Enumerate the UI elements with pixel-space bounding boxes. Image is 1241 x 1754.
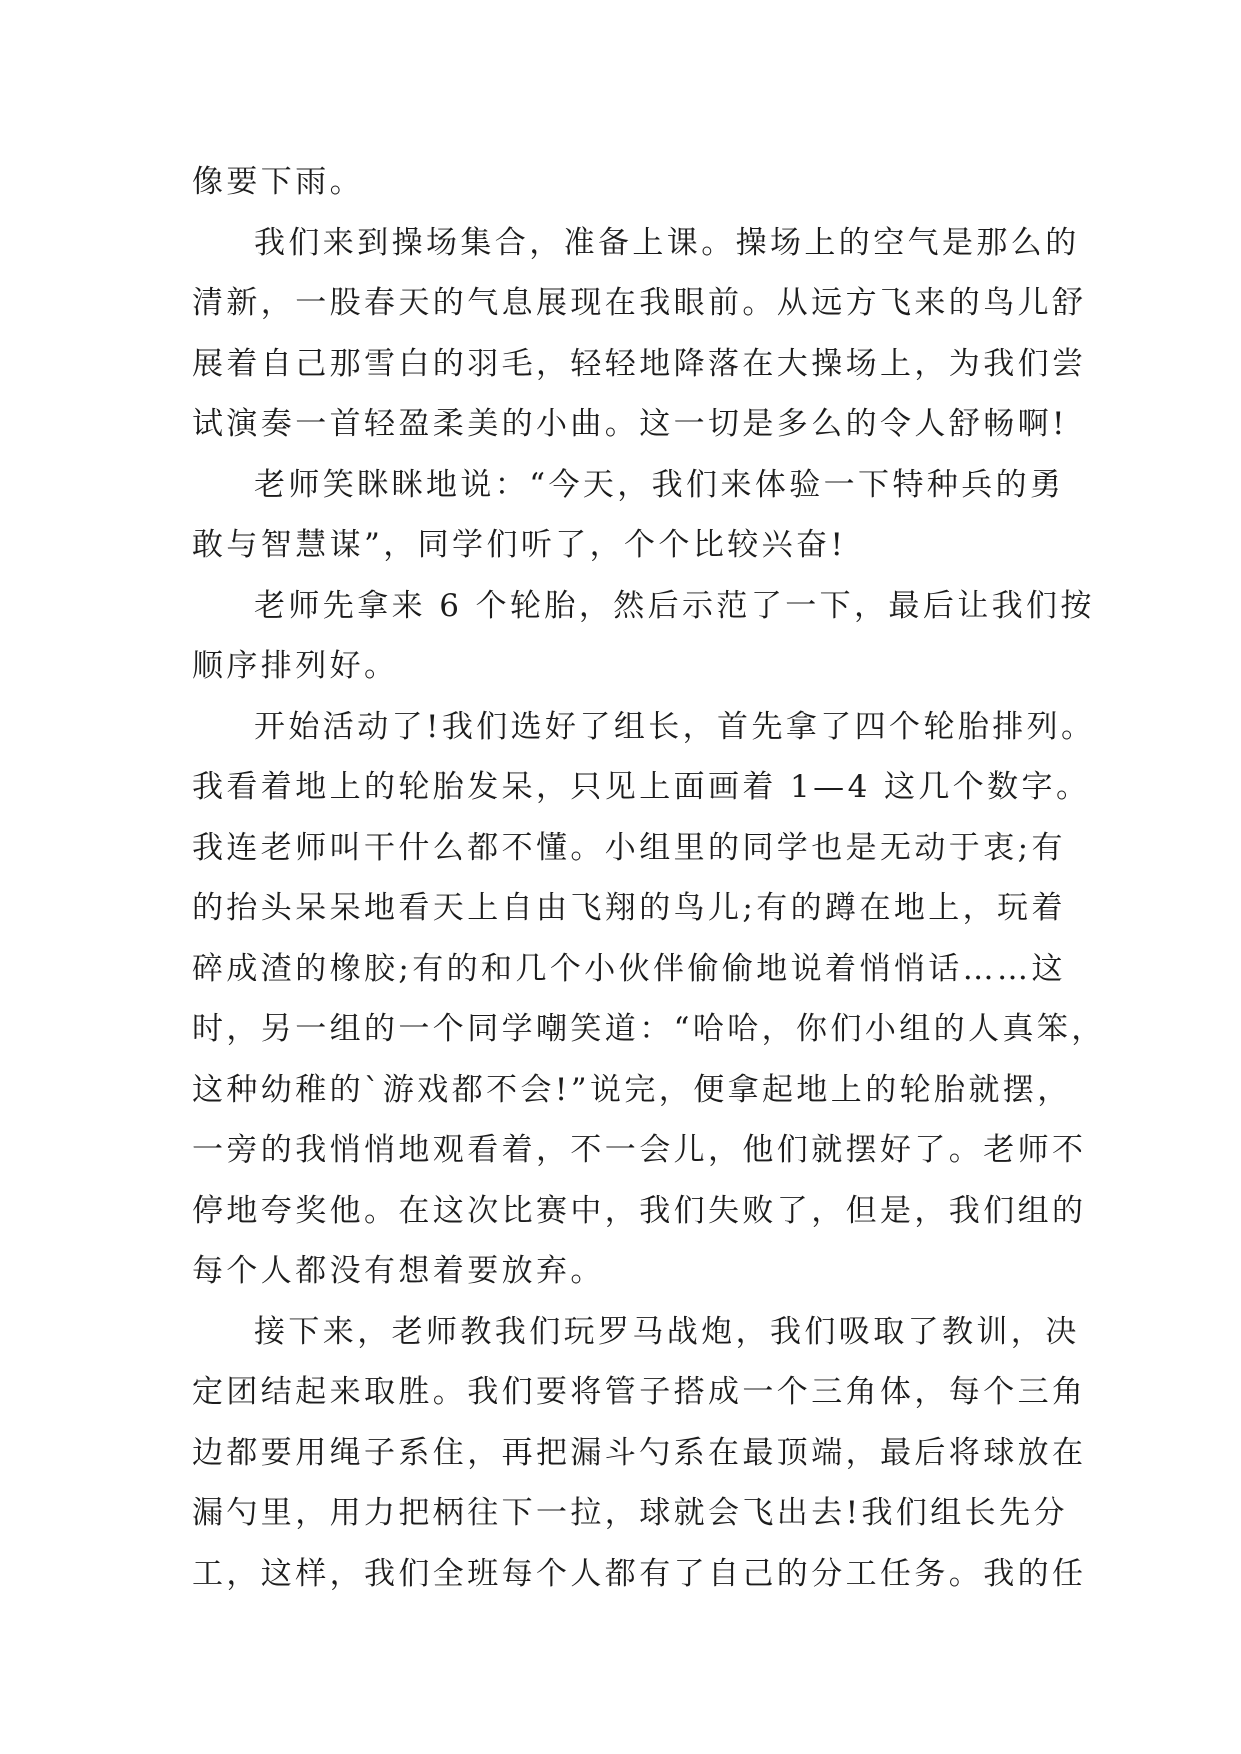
- text-line: 这种幼稚的`游戏都不会!”说完，便拿起地上的轮胎就摆，: [192, 1071, 1072, 1108]
- text-line: 定团结起来取胜。我们要将管子搭成一个三角体，每个三角: [192, 1374, 1087, 1410]
- text-line: 停地夸奖他。在这次比赛中，我们失败了，但是，我们组的: [192, 1192, 1087, 1229]
- article-body: [192, 152, 1106, 1604]
- text-line: 碎成渣的橡胶;有的和几个小伙伴偷偷地说着悄悄话……这: [192, 950, 1066, 987]
- text-line: 试演奏一首轻盈柔美的小曲。这一切是多么的令人舒畅啊!: [192, 406, 1068, 442]
- text-line: 老师先拿来 6 个轮胎，然后示范了一下，最后让我们按: [254, 587, 1095, 624]
- text-line: 漏勺里，用力把柄往下一拉，球就会飞出去!我们组长先分: [192, 1495, 1068, 1531]
- text-line: 我们来到操场集合，准备上课。操场上的空气是那么的: [254, 224, 1080, 261]
- text-line: 工，这样，我们全班每个人都有了自己的分工任务。我的任: [192, 1555, 1087, 1592]
- text-line: 我看着地上的轮胎发呆，只见上面画着 1—4 这几个数字。: [192, 769, 1091, 805]
- text-line: 一旁的我悄悄地观看着，不一会儿，他们就摆好了。老师不: [192, 1132, 1087, 1168]
- text-line: 开始活动了!我们选好了组长，首先拿了四个轮胎排列。: [254, 708, 1096, 745]
- text-line: 老师笑眯眯地说：“今天，我们来体验一下特种兵的勇: [254, 466, 1065, 503]
- text-line: 时，另一组的一个同学嘲笑道：“哈哈，你们小组的人真笨，: [192, 1011, 1106, 1047]
- text-line: 敢与智慧谋”，同学们听了，个个比较兴奋!: [192, 527, 847, 563]
- text-line: 展着自己那雪白的羽毛，轻轻地降落在大操场上，为我们尝: [192, 345, 1087, 382]
- text-line: 每个人都没有想着要放弃。: [192, 1253, 605, 1289]
- text-line: 顺序排列好。: [192, 648, 399, 684]
- text-line: 的抬头呆呆地看天上自由飞翔的鸟儿;有的蹲在地上，玩着: [192, 890, 1066, 926]
- text-line: 像要下雨。: [192, 164, 364, 200]
- text-line: 接下来，老师教我们玩罗马战炮，我们吸取了教训，决: [254, 1313, 1080, 1350]
- text-line: 我连老师叫干什么都不懂。小组里的同学也是无动于衷;有: [192, 829, 1066, 866]
- text-line: 清新，一股春天的气息展现在我眼前。从远方飞来的鸟儿舒: [192, 285, 1087, 321]
- text-line: 边都要用绳子系住，再把漏斗勺系在最顶端，最后将球放在: [192, 1434, 1087, 1471]
